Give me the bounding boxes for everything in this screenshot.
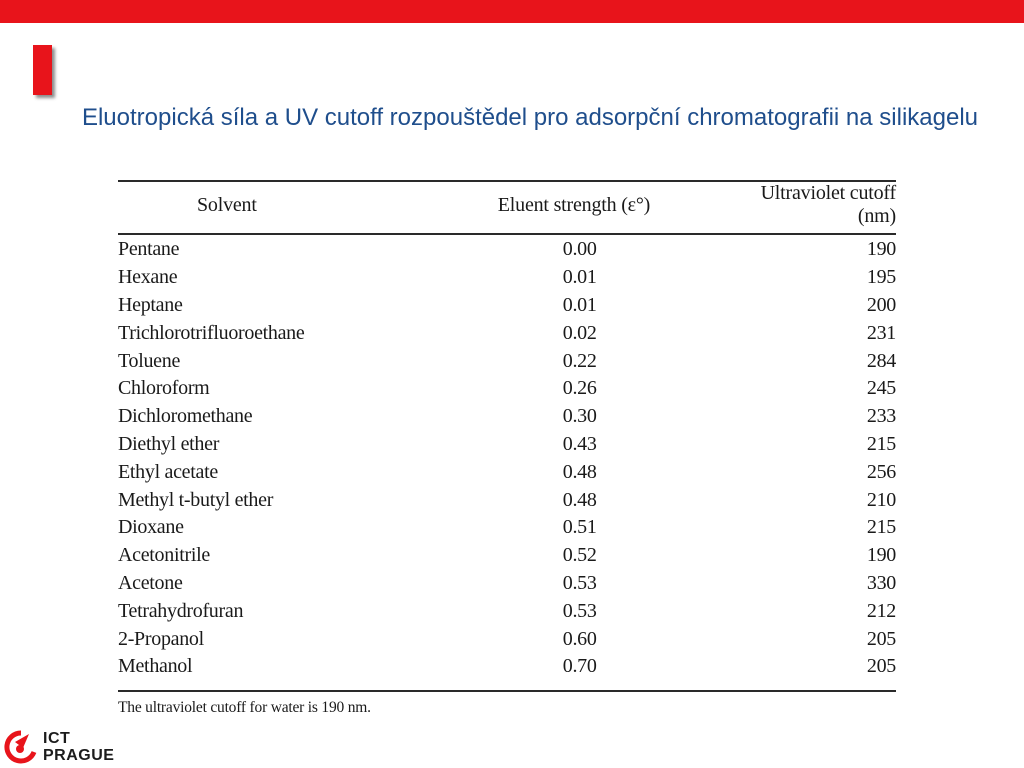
uv-cutoff-cell: 200 [866, 293, 896, 316]
eluent-strength-cell: 0.51 [562, 516, 597, 539]
solvent-table-image [118, 180, 896, 717]
uv-cutoff-cell: 256 [866, 460, 896, 483]
eluent-strength-cell: 0.22 [562, 349, 597, 372]
header-uv-cutoff: Ultraviolet cutoff (nm) [760, 182, 896, 227]
solvent-cell: Diethyl ether [118, 432, 220, 455]
table-row [118, 597, 896, 625]
solvent-cell: Acetone [118, 571, 183, 594]
eluent-strength-cell: 0.70 [562, 655, 597, 678]
eluent-strength-cell: 0.02 [562, 321, 597, 344]
top-accent-bar [0, 0, 1024, 23]
eluent-strength-cell: 0.30 [562, 405, 597, 428]
table-bottom-rule [118, 690, 896, 692]
solvent-cell: Chloroform [118, 377, 210, 400]
table-row [118, 403, 896, 431]
eluent-strength-cell: 0.53 [562, 571, 597, 594]
table-row [118, 653, 896, 681]
uv-cutoff-cell: 284 [866, 349, 896, 372]
header-solvent: Solvent [197, 193, 257, 216]
solvent-cell: Methyl t-butyl ether [118, 488, 274, 511]
table-row [118, 347, 896, 375]
solvent-cell: Methanol [118, 655, 193, 678]
eluent-strength-cell: 0.01 [562, 293, 597, 316]
table-row [118, 319, 896, 347]
eluent-strength-cell: 0.48 [562, 488, 597, 511]
uv-cutoff-cell: 330 [866, 571, 896, 594]
table-header-rule [118, 233, 896, 235]
uv-cutoff-cell: 212 [866, 599, 896, 622]
table-header-row [118, 182, 896, 228]
eluent-strength-cell: 0.01 [562, 266, 597, 289]
table-row [118, 458, 896, 486]
eluent-strength-cell: 0.00 [562, 238, 597, 261]
table-row [118, 375, 896, 403]
solvent-cell: 2-Propanol [118, 627, 204, 650]
solvent-cell: Dichloromethane [118, 405, 253, 428]
table-row [118, 514, 896, 542]
logo-text-prague: PRAGUE [43, 747, 115, 764]
solvent-cell: Heptane [118, 293, 183, 316]
uv-cutoff-cell: 215 [866, 432, 896, 455]
eluent-strength-cell: 0.52 [562, 544, 597, 567]
uv-cutoff-cell: 245 [866, 377, 896, 400]
table-row [118, 236, 896, 264]
table-row [118, 431, 896, 459]
title-accent-mark [33, 45, 52, 95]
table-row [118, 264, 896, 292]
solvent-cell: Trichlorotrifluoroethane [118, 321, 305, 344]
solvent-cell: Hexane [118, 266, 178, 289]
solvent-cell: Tetrahydrofuran [118, 599, 244, 622]
eluent-strength-cell: 0.43 [562, 432, 597, 455]
solvent-cell: Dioxane [118, 516, 184, 539]
uv-cutoff-cell: 233 [866, 405, 896, 428]
header-rule-row [118, 228, 896, 236]
uv-cutoff-cell: 195 [866, 266, 896, 289]
uv-cutoff-cell: 190 [866, 544, 896, 567]
table-footnote: The ultraviolet cutoff for water is 190 nm. [118, 698, 371, 716]
eluent-strength-cell: 0.26 [562, 377, 597, 400]
header-rule-cell [118, 228, 896, 236]
table-row [118, 625, 896, 653]
solvent-cell: Toluene [118, 349, 181, 372]
ict-prague-logo [3, 730, 133, 766]
eluent-strength-cell: 0.53 [562, 599, 597, 622]
solvent-cell: Acetonitrile [118, 544, 210, 567]
uv-cutoff-cell: 231 [866, 321, 896, 344]
uv-cutoff-cell: 210 [866, 488, 896, 511]
eluent-strength-cell: 0.48 [562, 460, 597, 483]
solvent-table [118, 182, 896, 681]
logo-text-ict: ICT [43, 730, 71, 747]
table-row [118, 542, 896, 570]
header-eluent-strength: Eluent strength (ε°) [497, 193, 651, 216]
uv-cutoff-cell: 205 [866, 655, 896, 678]
uv-cutoff-cell: 190 [866, 238, 896, 261]
table-row [118, 292, 896, 320]
slide-title: Eluotropická síla a UV cutoff rozpouštědel pro adsorpční chromatografii na silikagelu [81, 104, 979, 131]
table-row [118, 570, 896, 598]
eluent-strength-cell: 0.60 [562, 627, 597, 650]
uv-cutoff-cell: 215 [866, 516, 896, 539]
uv-cutoff-cell: 205 [866, 627, 896, 650]
solvent-cell: Ethyl acetate [118, 460, 218, 483]
table-row [118, 486, 896, 514]
ict-prague-logo-icon [3, 730, 39, 764]
solvent-cell: Pentane [118, 238, 180, 261]
